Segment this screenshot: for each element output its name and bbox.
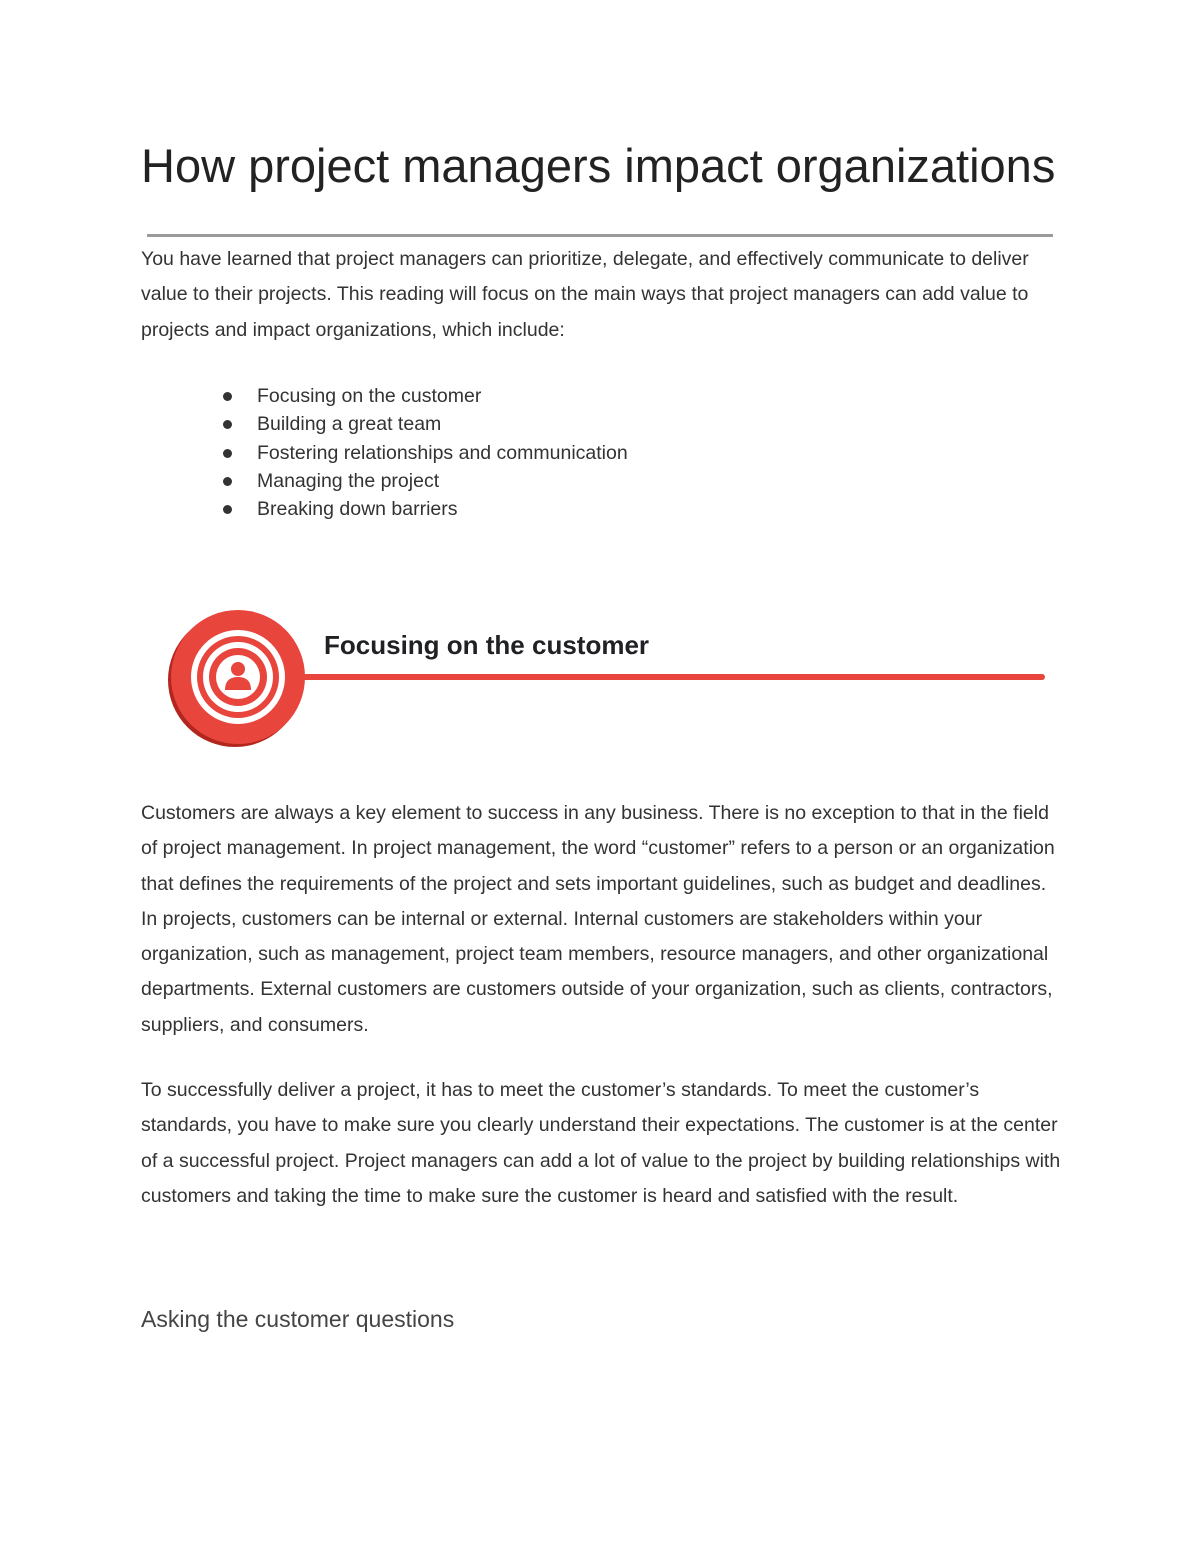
list-item: Focusing on the customer	[257, 382, 628, 410]
list-item: Building a great team	[257, 410, 628, 438]
bullet-icon	[223, 449, 232, 458]
page-title: How project managers impact organizations	[141, 139, 1056, 192]
bullet-icon	[223, 505, 232, 514]
topic-list	[257, 382, 628, 523]
body-paragraph: To successfully deliver a project, it has to meet the customer’s standards. To meet the customer’s standards, you have to make sure you clearly understand their expectations. The customer is at the center of a successful project. Project managers can add a lot of value to the project by building relationships with customers and taking the time to make sure the customer is heard and satisfied with the result.	[141, 1079, 1061, 1207]
target-person-icon	[165, 604, 1050, 754]
subsection-heading: Asking the customer questions	[141, 1306, 455, 1332]
bullet-icon	[223, 420, 232, 429]
section-heading: Focusing on the customer	[324, 630, 650, 660]
list-item: Fostering relationships and communication	[257, 439, 628, 467]
title-divider	[147, 234, 1053, 237]
bullet-icon	[223, 392, 232, 401]
list-item: Breaking down barriers	[257, 495, 628, 523]
bullet-icon	[223, 477, 232, 486]
section-banner	[165, 604, 1050, 754]
body-paragraph: Customers are always a key element to success in any business. There is no exception to that in the field of project management. In project management, the word “customer” refers to a person or an organization that defines the requirements of the project and sets important guidelines, such as budget and deadlines. In projects, customers can be internal or external. Internal customers are stakeholders within your organization, such as management, project team members, resource managers, and other organizational departments. External customers are customers outside of your organization, such as clients, contractors, suppliers, and consumers.	[141, 802, 1055, 1036]
intro-paragraph: You have learned that project managers can prioritize, delegate, and effectively communicate to deliver value to their projects. This reading will focus on the main ways that project managers can add value to projects and impact organizations, which include:	[141, 248, 1029, 341]
list-item: Managing the project	[257, 467, 628, 495]
